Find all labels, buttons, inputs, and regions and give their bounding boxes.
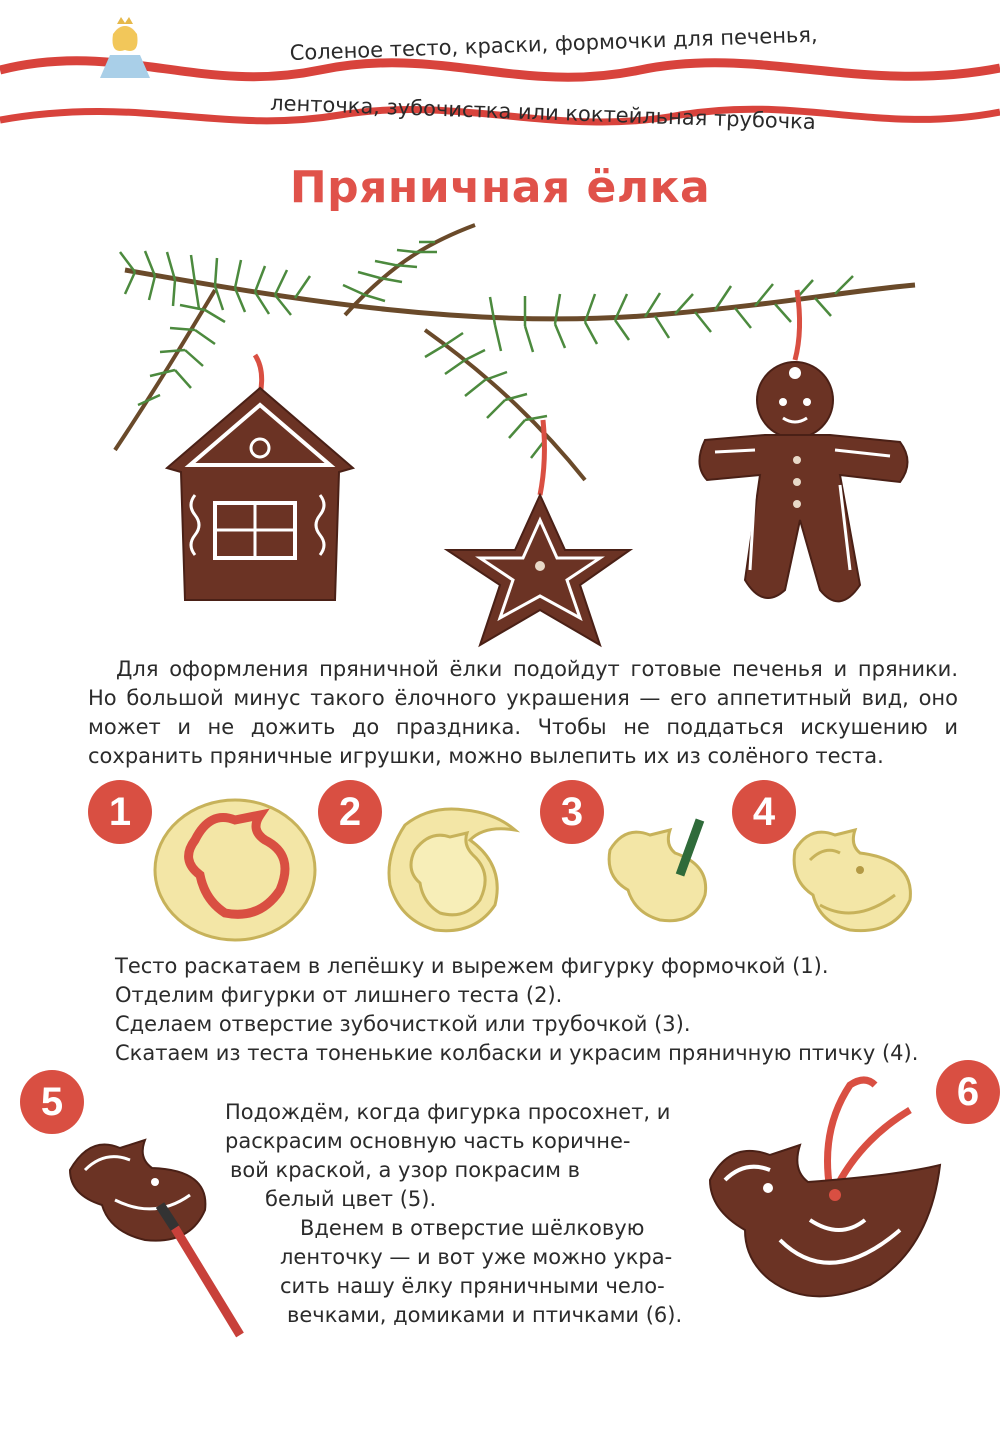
step-line-4: Скатаем из теста тоненькие колбаски и украсим пряничную птичку (4). (115, 1041, 919, 1065)
step-6-illustration (700, 1060, 1000, 1320)
step-3-toothpick-hole (600, 815, 740, 935)
step-5-illustration (20, 1065, 260, 1345)
step-badge-6: 6 (936, 1060, 1000, 1124)
final-line-7: сить нашу ёлку пряничными чело- (280, 1274, 665, 1298)
final-line-5: Вденем в отверстие шёлковую (300, 1216, 645, 1240)
step-2-separated-dough (375, 795, 525, 945)
step-1-dough-cutter (150, 795, 330, 945)
step-badge-3: 3 (540, 780, 604, 844)
final-line-6: ленточку — и вот уже можно укра- (280, 1245, 673, 1269)
steps-instructions (115, 952, 975, 1068)
fir-branch-illustration (95, 220, 925, 650)
steps-1-4-illustrations (0, 775, 1000, 945)
final-line-3: вой краской, а узор покрасим в (230, 1158, 581, 1182)
step-badge-5: 5 (20, 1070, 84, 1134)
gingerbread-house-ornament (167, 355, 353, 600)
step-badge-4: 4 (732, 780, 796, 844)
final-line-4: белый цвет (5). (265, 1187, 437, 1211)
final-line-2: раскрасим основную часть коричне- (225, 1129, 631, 1153)
angel-icon (100, 17, 150, 78)
final-paragraph (225, 1098, 695, 1330)
gingerbread-man-ornament (699, 290, 907, 601)
intro-paragraph (88, 655, 958, 771)
finished-bird-ornament (700, 1070, 950, 1320)
step-4-decorated-bird (785, 815, 925, 945)
page-title: Пряничная ёлка (289, 162, 711, 213)
header-wave-band (0, 0, 1000, 150)
materials-line-1: Соленое тесто, краски, формочки для печенья, (289, 22, 819, 65)
step-badge-1: 1 (88, 780, 152, 844)
materials-line-2: ленточка, зубочистка или коктейльная трубочка (269, 91, 817, 135)
step-line-2: Отделим фигурки от лишнего теста (2). (115, 983, 563, 1007)
step-badge-2: 2 (318, 780, 382, 844)
final-line-8: вечками, домиками и птичками (6). (287, 1303, 683, 1327)
gingerbread-star-ornament (447, 420, 630, 645)
intro-text: Для оформления пряничной ёлки подойдут готовые печенья и пряники. Но большой минус такого ёлочного украшения — его аппетитный вид, оно может и не дожить до праздника. Чтобы не поддаться искушению и сохранить пряничные игрушки, можно вылепить их из солёного теста. (88, 657, 958, 768)
step-line-1: Тесто раскатаем в лепёшку и вырежем фигурку формочкой (1). (115, 954, 829, 978)
final-line-1: Подождём, когда фигурка просохнет, и (225, 1100, 671, 1124)
step-line-3: Сделаем отверстие зубочисткой или трубочкой (3). (115, 1012, 691, 1036)
